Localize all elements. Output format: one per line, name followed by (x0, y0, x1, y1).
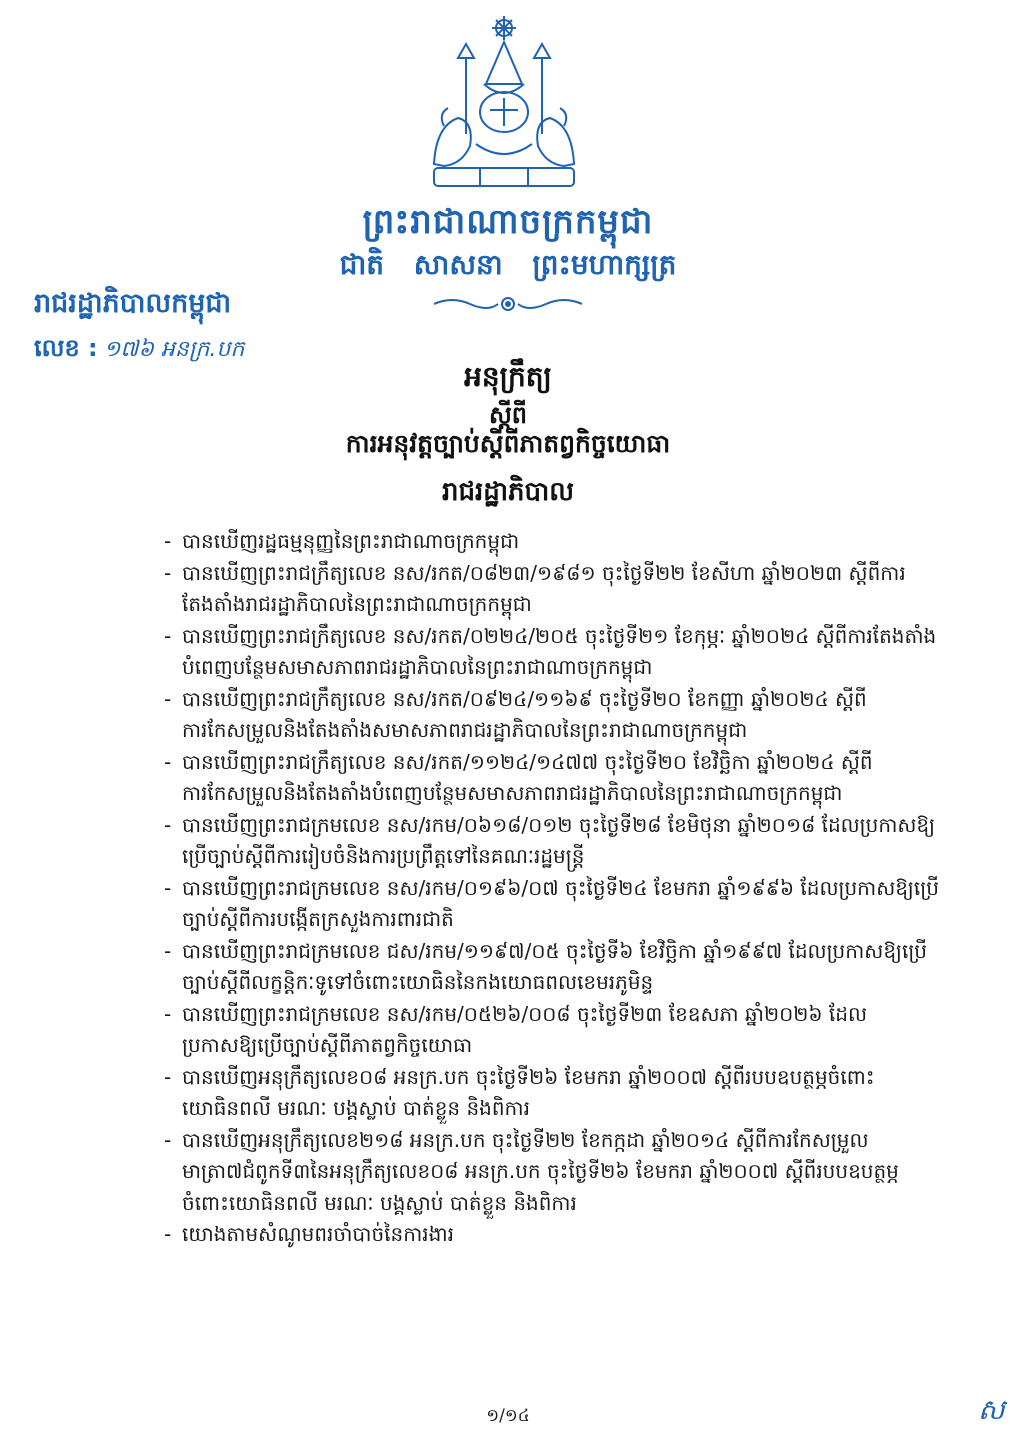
list-item-text: បានឃើញព្រះរាជក្រមលេខ នស/រកម/០១៩៦/០៧ ចុះថ្ងៃទី២៤ ខែមករា ឆ្នាំ១៩៩៦ ដែលប្រកាសឱ្យប្រើច្បាប់ស្តីពីការបង្កើតក្រសួងការពារជាតិ (182, 875, 939, 931)
list-item-text: បានឃើញរដ្ឋធម្មនុញ្ញនៃព្រះរាជាណាចក្រកម្ពុជា (182, 529, 520, 553)
document-type: អនុក្រឹត្យ (464, 360, 552, 393)
list-item: - បានឃើញព្រះរាជក្រមលេខ នស/រកម/០៦១៨/០១២ ចុះថ្ងៃទី២៨ ខែមិថុនា ឆ្នាំ២០១៨ ដែលប្រកាសឱ្យប្រើច្បាប់ស្តីពីការរៀបចំនិងការប្រព្រឹត្តទៅនៃគណៈរដ្ឋមន្ត្រី (164, 810, 940, 873)
list-item-text: បានឃើញព្រះរាជក្រមលេខ នស/រកម/០៦១៨/០១២ ចុះថ្ងៃទី២៨ ខែមិថុនា ឆ្នាំ២០១៨ ដែលប្រកាសឱ្យប្រើច្បាប់ស្តីពីការរៀបចំនិងការប្រព្រឹត្តទៅនៃគណៈរដ្ឋមន្ត្រី (182, 812, 936, 868)
list-item: - បានឃើញព្រះរាជក្រមលេខ នស/រកម/០៥២៦/០០៨ ចុះថ្ងៃទី២៣ ខែឧសភា ឆ្នាំ២០២៦ ដែលប្រកាសឱ្យប្រើច្បាប់ស្តីពីភាតព្វកិច្ចយោធា (164, 999, 940, 1062)
list-item-text: បានឃើញព្រះរាជក្រឹត្យលេខ នស/រកត/០៨២៣/១៩៨១ ចុះថ្ងៃទី២២ ខែសីហា ឆ្នាំ២០២៣ ស្តីពីការតែងតាំងរាជរដ្ឋាភិបាលនៃព្រះរាជាណាចក្រកម្ពុជា (182, 560, 906, 616)
list-item: - បានឃើញរដ្ឋធម្មនុញ្ញនៃព្រះរាជាណាចក្រកម្ពុជា (164, 526, 940, 558)
national-motto: ជាតិ សាសនា ព្រះមហាក្សត្រ (339, 248, 677, 281)
list-item: - បានឃើញព្រះរាជក្រឹត្យលេខ នស/រកត/០២២៤/២០៥ ចុះថ្ងៃទី២១ ខែកុម្ភៈ ឆ្នាំ២០២៤ ស្តីពីការតែងតាំងបំពេញបន្ថែមសមាសភាពរាជរដ្ឋាភិបាលនៃព្រះរាជាណាចក្រកម្ពុជា (164, 621, 940, 684)
document-subject: ការអនុវត្តច្បាប់ស្តីពីភាតព្វកិច្ចយោធា (345, 429, 671, 458)
list-item-text: បានឃើញព្រះរាជក្រឹត្យលេខ នស/រកត/១១២៤/១៤៧៧ ចុះថ្ងៃទី២០ ខែវិច្ឆិកា ឆ្នាំ២០២៤ ស្តីពីការកែសម្រួលនិងតែងតាំងបំពេញបន្ថែមសមាសភាពរាជរដ្ឋាភិបាលនៃព្រះរាជាណាចក្រកម្ពុជា (182, 749, 873, 805)
list-item: - យោងតាមសំណូមពរចាំបាច់នៃការងារ (164, 1219, 940, 1251)
issuing-authority: រាជរដ្ឋាភិបាល (441, 477, 575, 507)
document-number-label: លេខ : (34, 334, 98, 362)
list-item-text: បានឃើញព្រះរាជក្រឹត្យលេខ នស/រកត/០២២៤/២០៥ ចុះថ្ងៃទី២១ ខែកុម្ភៈ ឆ្នាំ២០២៤ ស្តីពីការតែងតាំងបំពេញបន្ថែមសមាសភាពរាជរដ្ឋាភិបាលនៃព្រះរាជាណាចក្រកម្ពុជា (182, 623, 937, 679)
list-item: - បានឃើញអនុក្រឹត្យលេខ២១៨ អនក្រ.បក ចុះថ្ងៃទី២២ ខែកក្កដា ឆ្នាំ២០១៤ ស្តីពីការកែសម្រួលមាត្រា៧ជំពូកទី៣នៃអនុក្រឹត្យលេខ០៨ អនក្រ.បក ចុះថ្ងៃទី២៦ ខែមករា ឆ្នាំ២០០៧ ស្តីពីរបបឧបត្ថម្ភចំពោះយោធិនពលី មរណៈ បង្គស្លាប់ បាត់ខ្លួន និងពិការ (164, 1125, 940, 1220)
list-item-text: បានឃើញព្រះរាជក្រមលេខ នស/រកម/០៥២៦/០០៨ ចុះថ្ងៃទី២៣ ខែឧសភា ឆ្នាំ២០២៦ ដែលប្រកាសឱ្យប្រើច្បាប់ស្តីពីភាតព្វកិច្ចយោធា (182, 1001, 868, 1057)
list-item-text: បានឃើញព្រះរាជក្រឹត្យលេខ នស/រកត/០៩២៤/១១៦៩ ចុះថ្ងៃទី២០ ខែកញ្ញា ឆ្នាំ២០២៤ ស្តីពីការកែសម្រួលនិងតែងតាំងសមាសភាពរាជរដ្ឋាភិបាលនៃព្រះរាជាណាចក្រកម្ពុជា (182, 686, 867, 742)
list-item: - បានឃើញព្រះរាជក្រមលេខ ជស/រកម/១១៩៧/០៥ ចុះថ្ងៃទី៦ ខែវិច្ឆិកា ឆ្នាំ១៩៩៧ ដែលប្រកាសឱ្យប្រើច្បាប់ស្តីពីលក្ខន្តិកៈទូទៅចំពោះយោធិននៃកងយោធពលខេមរភូមិន្ទ (164, 936, 940, 999)
list-item: - បានឃើញព្រះរាជក្រឹត្យលេខ នស/រកត/០៩២៤/១១៦៩ ចុះថ្ងៃទី២០ ខែកញ្ញា ឆ្នាំ២០២៤ ស្តីពីការកែសម្រួលនិងតែងតាំងសមាសភាពរាជរដ្ឋាភិបាលនៃព្រះរាជាណាចក្រកម្ពុជា (164, 684, 940, 747)
ornament-divider-icon (432, 292, 584, 316)
royal-emblem-icon (414, 14, 594, 194)
document-number-value: ១៧៦ អនក្រ.បក (103, 337, 245, 362)
handwritten-initials: ស (978, 1393, 1005, 1426)
list-item-text: បានឃើញអនុក្រឹត្យលេខ០៨ អនក្រ.បក ចុះថ្ងៃទី២៦ ខែមករា ឆ្នាំ២០០៧ ស្តីពីរបបឧបត្ថម្ភចំពោះយោធិនពលី មរណៈ បង្គស្លាប់ បាត់ខ្លួន និងពិការ (182, 1064, 875, 1120)
issuer-name: រាជរដ្ឋាភិបាលកម្ពុជា (34, 288, 232, 319)
list-item: - បានឃើញព្រះរាជក្រឹត្យលេខ នស/រកត/០៨២៣/១៩៨១ ចុះថ្ងៃទី២២ ខែសីហា ឆ្នាំ២០២៣ ស្តីពីការតែងតាំងរាជរដ្ឋាភិបាលនៃព្រះរាជាណាចក្រកម្ពុជា (164, 558, 940, 621)
preamble-list (164, 526, 940, 1251)
about-label: ស្តីពី (488, 401, 528, 429)
list-item-text: បានឃើញអនុក្រឹត្យលេខ២១៨ អនក្រ.បក ចុះថ្ងៃទី២២ ខែកក្កដា ឆ្នាំ២០១៤ ស្តីពីការកែសម្រួលមាត្រា៧ជំពូកទី៣នៃអនុក្រឹត្យលេខ០៨ អនក្រ.បក ចុះថ្ងៃទី២៦ ខែមករា ឆ្នាំ២០០៧ ស្តីពីរបបឧបត្ថម្ភចំពោះយោធិនពលី មរណៈ បង្គស្លាប់ បាត់ខ្លួន និងពិការ (182, 1127, 899, 1215)
page-number: ១/១៤ (486, 1406, 530, 1426)
list-item: - បានឃើញព្រះរាជក្រឹត្យលេខ នស/រកត/១១២៤/១៤៧៧ ចុះថ្ងៃទី២០ ខែវិច្ឆិកា ឆ្នាំ២០២៤ ស្តីពីការកែសម្រួលនិងតែងតាំងបំពេញបន្ថែមសមាសភាពរាជរដ្ឋាភិបាលនៃព្រះរាជាណាចក្រកម្ពុជា (164, 747, 940, 810)
list-item-text: យោងតាមសំណូមពរចាំបាច់នៃការងារ (182, 1222, 454, 1246)
list-item: - បានឃើញព្រះរាជក្រមលេខ នស/រកម/០១៩៦/០៧ ចុះថ្ងៃទី២៤ ខែមករា ឆ្នាំ១៩៩៦ ដែលប្រកាសឱ្យប្រើច្បាប់ស្តីពីការបង្កើតក្រសួងការពារជាតិ (164, 873, 940, 936)
list-item-text: បានឃើញព្រះរាជក្រមលេខ ជស/រកម/១១៩៧/០៥ ចុះថ្ងៃទី៦ ខែវិច្ឆិកា ឆ្នាំ១៩៩៧ ដែលប្រកាសឱ្យប្រើច្បាប់ស្តីពីលក្ខន្តិកៈទូទៅចំពោះយោធិននៃកងយោធពលខេមរភូមិន្ទ (182, 938, 927, 994)
kingdom-name: ព្រះរាជាណាចក្រកម្ពុជា (362, 202, 654, 242)
list-item: - បានឃើញអនុក្រឹត្យលេខ០៨ អនក្រ.បក ចុះថ្ងៃទី២៦ ខែមករា ឆ្នាំ២០០៧ ស្តីពីរបបឧបត្ថម្ភចំពោះយោធិនពលី មរណៈ បង្គស្លាប់ បាត់ខ្លួន និងពិការ (164, 1062, 940, 1125)
